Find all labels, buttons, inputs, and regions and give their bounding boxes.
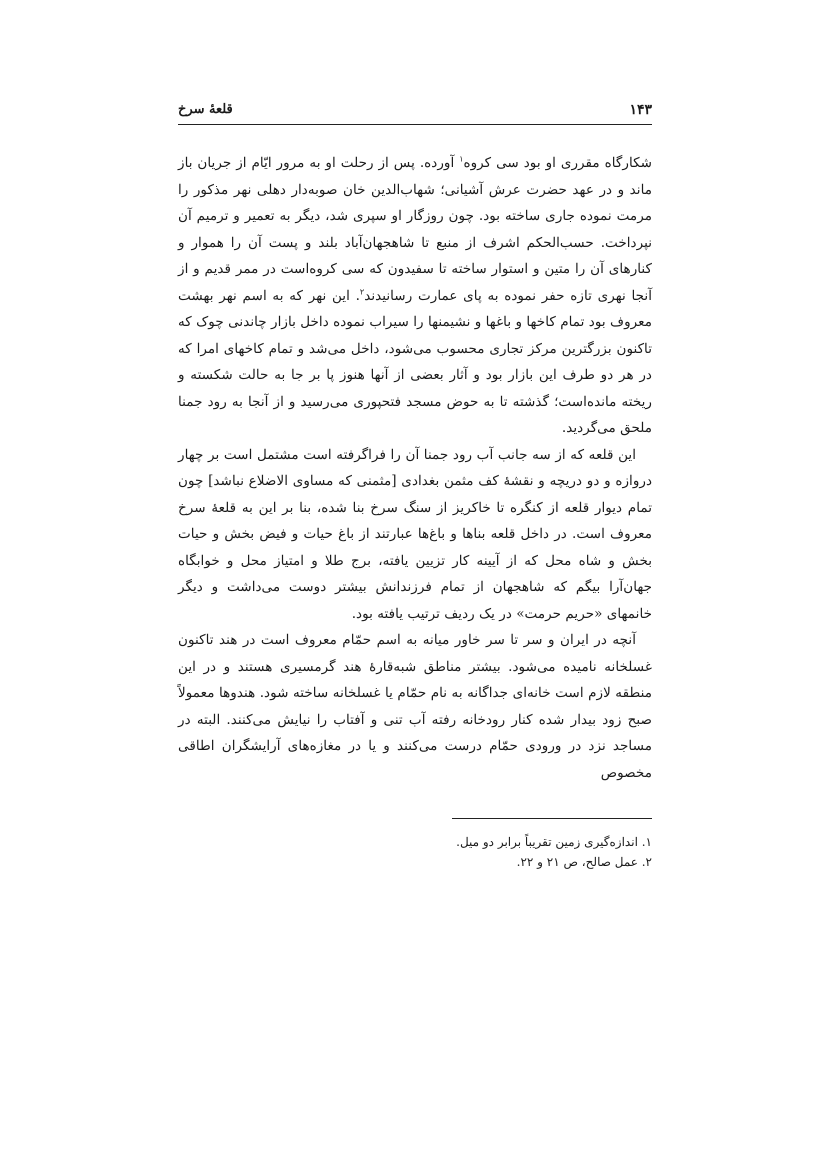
- footnote-1: ۱. اندازه‌گیری زمین تقریباً برابر دو میل.: [456, 835, 652, 849]
- paragraph-1: [178, 150, 652, 442]
- footnote-marker-1: ۱: [459, 154, 464, 164]
- paragraph-3: [178, 627, 652, 786]
- running-title: قلعهٔ سرخ: [178, 102, 233, 117]
- text-segment: شکارگاه مقرری او بود سی کروه: [463, 155, 653, 171]
- text-segment: . این نهر که به اسم نهر بهشت معروف بود تمام کاخها و باغها و نشیمنها را سیراب نموده داخل بازار چاندنی چوک که تاکنون بزرگترین مرکز تجاری محسوب می‌شود، داخل می‌شد و تمام کاخهای امرا که در هر دو طرف این بازار بود و آثار بعضی از آنها هنوز پا بر جا به حالت شکسته و ریخته مانده‌است؛ گذشته تا به حوض مسجد فتحپوری می‌رسید و از آنجا به رود جمنا ملحق می‌گردید.: [178, 287, 652, 436]
- footnote-2: ۲. عمل صالح، ص ۲۱ و ۲۲.: [516, 855, 652, 869]
- page-number: ۱۴۳: [629, 102, 652, 118]
- footnote-marker-2: ۲: [359, 286, 365, 296]
- paragraph-2: [178, 442, 652, 628]
- text-segment: آورده. پس از رحلت او به مرور ایّام از جریان باز ماند و در عهد حضرت عرش آشیانی؛ شهاب‌الدین خان صوبه‌دار دهلی نهر مذکور را مرمت نموده جاری ساخته بود. چون روزگار او سپری شد، دیگر به تعمیر و ترمیم آن نپرداخت. حسب‌الحکم اشرف از منبع تا شاهجهان‌آباد بلند و پست آن را هموار و کنارهای آن را متین و استوار ساخته تا سفیدون که سی کروه‌است در ممر قدیم و از آنجا نهری تازه حفر نموده به پای عمارت رسانیدند: [178, 155, 652, 304]
- text-segment: آنچه در ایران و سر تا سر خاور میانه به اسم حمّام معروف است در هند تاکنون غسلخانه نامیده می‌شود. بیشتر مناطق شبه‌قارهٔ هند گرمسیری هستند و در این منطقه لازم است خانه‌ای جداگانه به نام حمّام یا غسلخانه ساخته شود. هندوها معمولاً صبح زود بیدار شده کنار رودخانه رفته آب تنی و آفتاب را نیایش می‌کنند. البته در مساجد نزد در ورودی حمّام درست می‌کنند و یا در مغازه‌های آرایشگران اطاقی مخصوص: [178, 632, 652, 781]
- running-header: [178, 100, 652, 125]
- footnote-divider: [452, 818, 652, 819]
- text-segment: این قلعه که از سه جانب آب رود جمنا آن را فراگرفته است مشتمل است بر چهار دروازه و دو دریچه و نقشهٔ کف مثمن بغدادی [مثمنی که مساوی الاضلاع نباشد] چون تمام دیوار قلعه از کنگره تا خاکریز از سنگ سرخ بنا شده، بنا بر این به قلعهٔ سرخ معروف است. در داخل قلعه بناها و باغ‌ها عبارتند از باغ حیات و فیض بخش و حیات بخش و شاه محل که از آیینه کار تزیین یافته، برج طلا و امتیاز محل و خوابگاه جهان‌آرا بیگم که شاهجهان از تمام فرزندانش بیشتر دوست می‌داشت و دیگر خانمهای «حریم حرمت» در یک ردیف ترتیب یافته بود.: [178, 446, 652, 622]
- body-text: [178, 150, 652, 786]
- footnotes: [178, 832, 652, 872]
